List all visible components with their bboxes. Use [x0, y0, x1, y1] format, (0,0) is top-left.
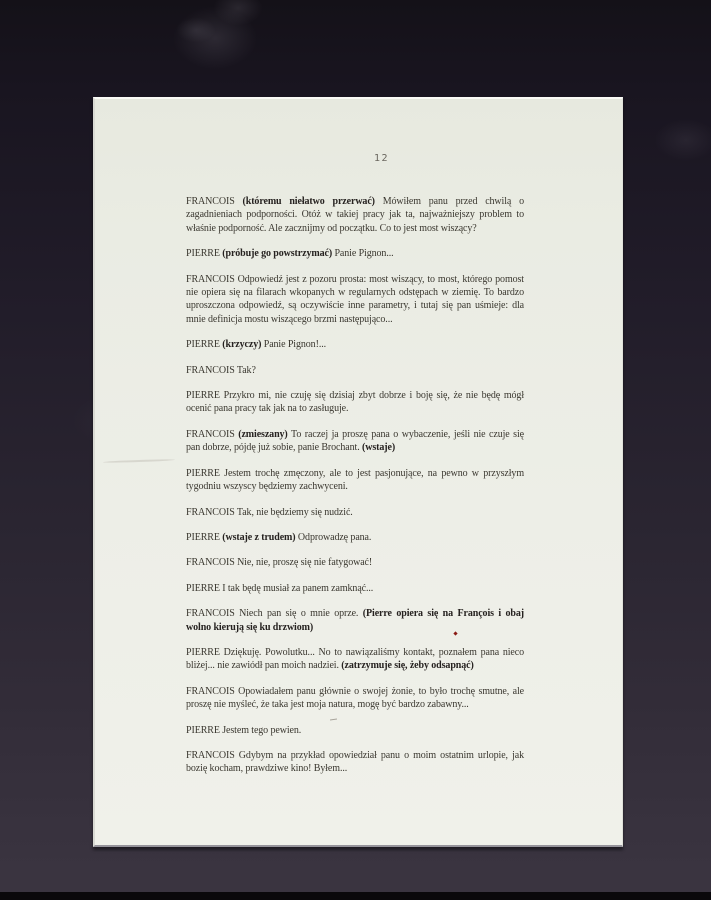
dialogue-paragraph: [186, 467, 524, 494]
speaker-name: PIERRE: [186, 390, 224, 402]
document-page: [93, 97, 623, 847]
stage-direction: (Pierre opiera się na François i obaj wolno kierują się ku drzwiom): [186, 608, 524, 633]
speaker-name: FRANCOIS: [186, 749, 239, 761]
dialogue-text: Mówiłem panu przed chwilą o zagadnieniach podporności. Otóż w takiej pracy jak ta, najważniejszy problem to właśnie podporność. Ale zacznijmy od początku. Co to jest most wiszący?: [186, 196, 524, 234]
speaker-name: PIERRE: [186, 467, 225, 479]
dialogue-text: To raczej ja proszę pana o wybaczenie, jeśli nie czuje się pan dobrze, pójdę już sobie, panie Brochant.: [186, 428, 524, 454]
dialogue-text: Nie, nie, proszę się nie fatygować!: [237, 557, 373, 569]
dialogue-text: Odprowadzę pana.: [295, 531, 372, 543]
dialogue-paragraph: [186, 556, 524, 569]
speaker-name: FRANCOIS: [186, 608, 240, 620]
stage-direction: (wstaje): [362, 442, 396, 454]
speaker-name: PIERRE: [186, 646, 224, 658]
speaker-name: PIERRE: [186, 582, 223, 594]
dialogue-text: Niech pan się o mnie oprze.: [239, 608, 363, 620]
speaker-name: FRANCOIS: [186, 685, 239, 697]
page-number: 12: [374, 153, 390, 164]
stage-direction: (wstaje z trudem): [222, 531, 296, 543]
speaker-name: FRANCOIS: [186, 428, 239, 440]
speaker-name: PIERRE: [186, 531, 223, 543]
dialogue-paragraph: [186, 749, 524, 776]
dialogue-text: I tak będę musiał za panem zamknąć...: [222, 582, 374, 594]
dialogue-text: Panie Pignon!...: [261, 339, 327, 351]
dialogue-paragraph: [186, 247, 524, 260]
dialogue-text: Gdybym na przykład opowiedział panu o moim ostatnim urlopie, jak bozię kocham, prawdziwe kino! Byłem...: [186, 749, 525, 775]
dialogue-paragraph: [186, 195, 524, 235]
dialogue-paragraph: [186, 582, 524, 595]
dialogue-text: Jestem trochę zmęczony, ale to jest pasjonujące, na pewno w przyszłym tygodniu wszyscy będziemy zachwyceni.: [186, 467, 525, 493]
stage-direction: (któremu niełatwo przerwać): [242, 196, 375, 207]
dialogue-text: Dziękuję. Powolutku... No to nawiązaliśmy kontakt, poznałem pana nieco bliżej... nie zawiódł pan moich nadziei.: [186, 646, 524, 672]
dialogue-text: Opowiadałem panu głównie o swojej żonie, to było trochę smutne, ale proszę nie myśleć, że taka jest moja natura, mogę być bardzo zabawny...: [186, 685, 524, 711]
dialogue-text: Panie Pignon...: [332, 248, 394, 260]
speaker-name: FRANCOIS: [186, 196, 243, 207]
dialogue-paragraph: [186, 364, 524, 377]
stage-direction: (zmieszany): [238, 428, 288, 440]
dialogue-text: Przykro mi, nie czuję się dzisiaj zbyt dobrze i boję się, że nie będę mógł ocenić pana pracy tak jak na to zasługuje.: [186, 390, 524, 415]
speaker-name: PIERRE: [186, 724, 223, 736]
dialogue-text: Odpowiedź jest z pozoru prosta: most wiszący, to most, którego pomost nie opiera się na filarach wkopanych w regularnych odstępach w ziemię. To bardzo uproszczona odpowiedź, są oczywiście inne parametry, i tutaj się pan uśmieje: dla mnie definicja mostu wiszącego brzmi następująco...: [186, 273, 524, 325]
dialogue-paragraph: [186, 273, 524, 327]
speaker-name: PIERRE: [186, 339, 223, 351]
dialogue-text: Jestem tego pewien.: [222, 724, 302, 736]
speaker-name: FRANCOIS: [186, 557, 238, 569]
dialogue-paragraph: [186, 607, 524, 634]
dialogue-paragraph: [186, 646, 524, 673]
speaker-name: FRANCOIS: [186, 273, 238, 285]
dialogue-paragraph: [186, 428, 524, 455]
dialogue-text: Tak, nie będziemy się nudzić.: [236, 506, 353, 518]
dialogue-paragraph: [186, 338, 524, 351]
stage-direction: (krzyczy): [222, 339, 262, 351]
speaker-name: PIERRE: [186, 248, 223, 260]
stage-direction: (zatrzymuje się, żeby odsapnąć): [341, 660, 474, 672]
dialogue-paragraph: [186, 389, 524, 416]
scan-edge-bar: [0, 892, 711, 900]
dialogue-paragraph: [186, 685, 524, 712]
speaker-name: FRANCOIS: [186, 364, 237, 376]
dialogue-text: Tak?: [236, 364, 256, 376]
speaker-name: FRANCOIS: [186, 506, 237, 518]
script-dialogue: [186, 195, 524, 788]
dialogue-paragraph: [186, 531, 524, 544]
dialogue-paragraph: [186, 506, 524, 519]
stage-direction: (próbuje go powstrzymać): [222, 248, 333, 260]
dialogue-paragraph: [186, 724, 524, 737]
